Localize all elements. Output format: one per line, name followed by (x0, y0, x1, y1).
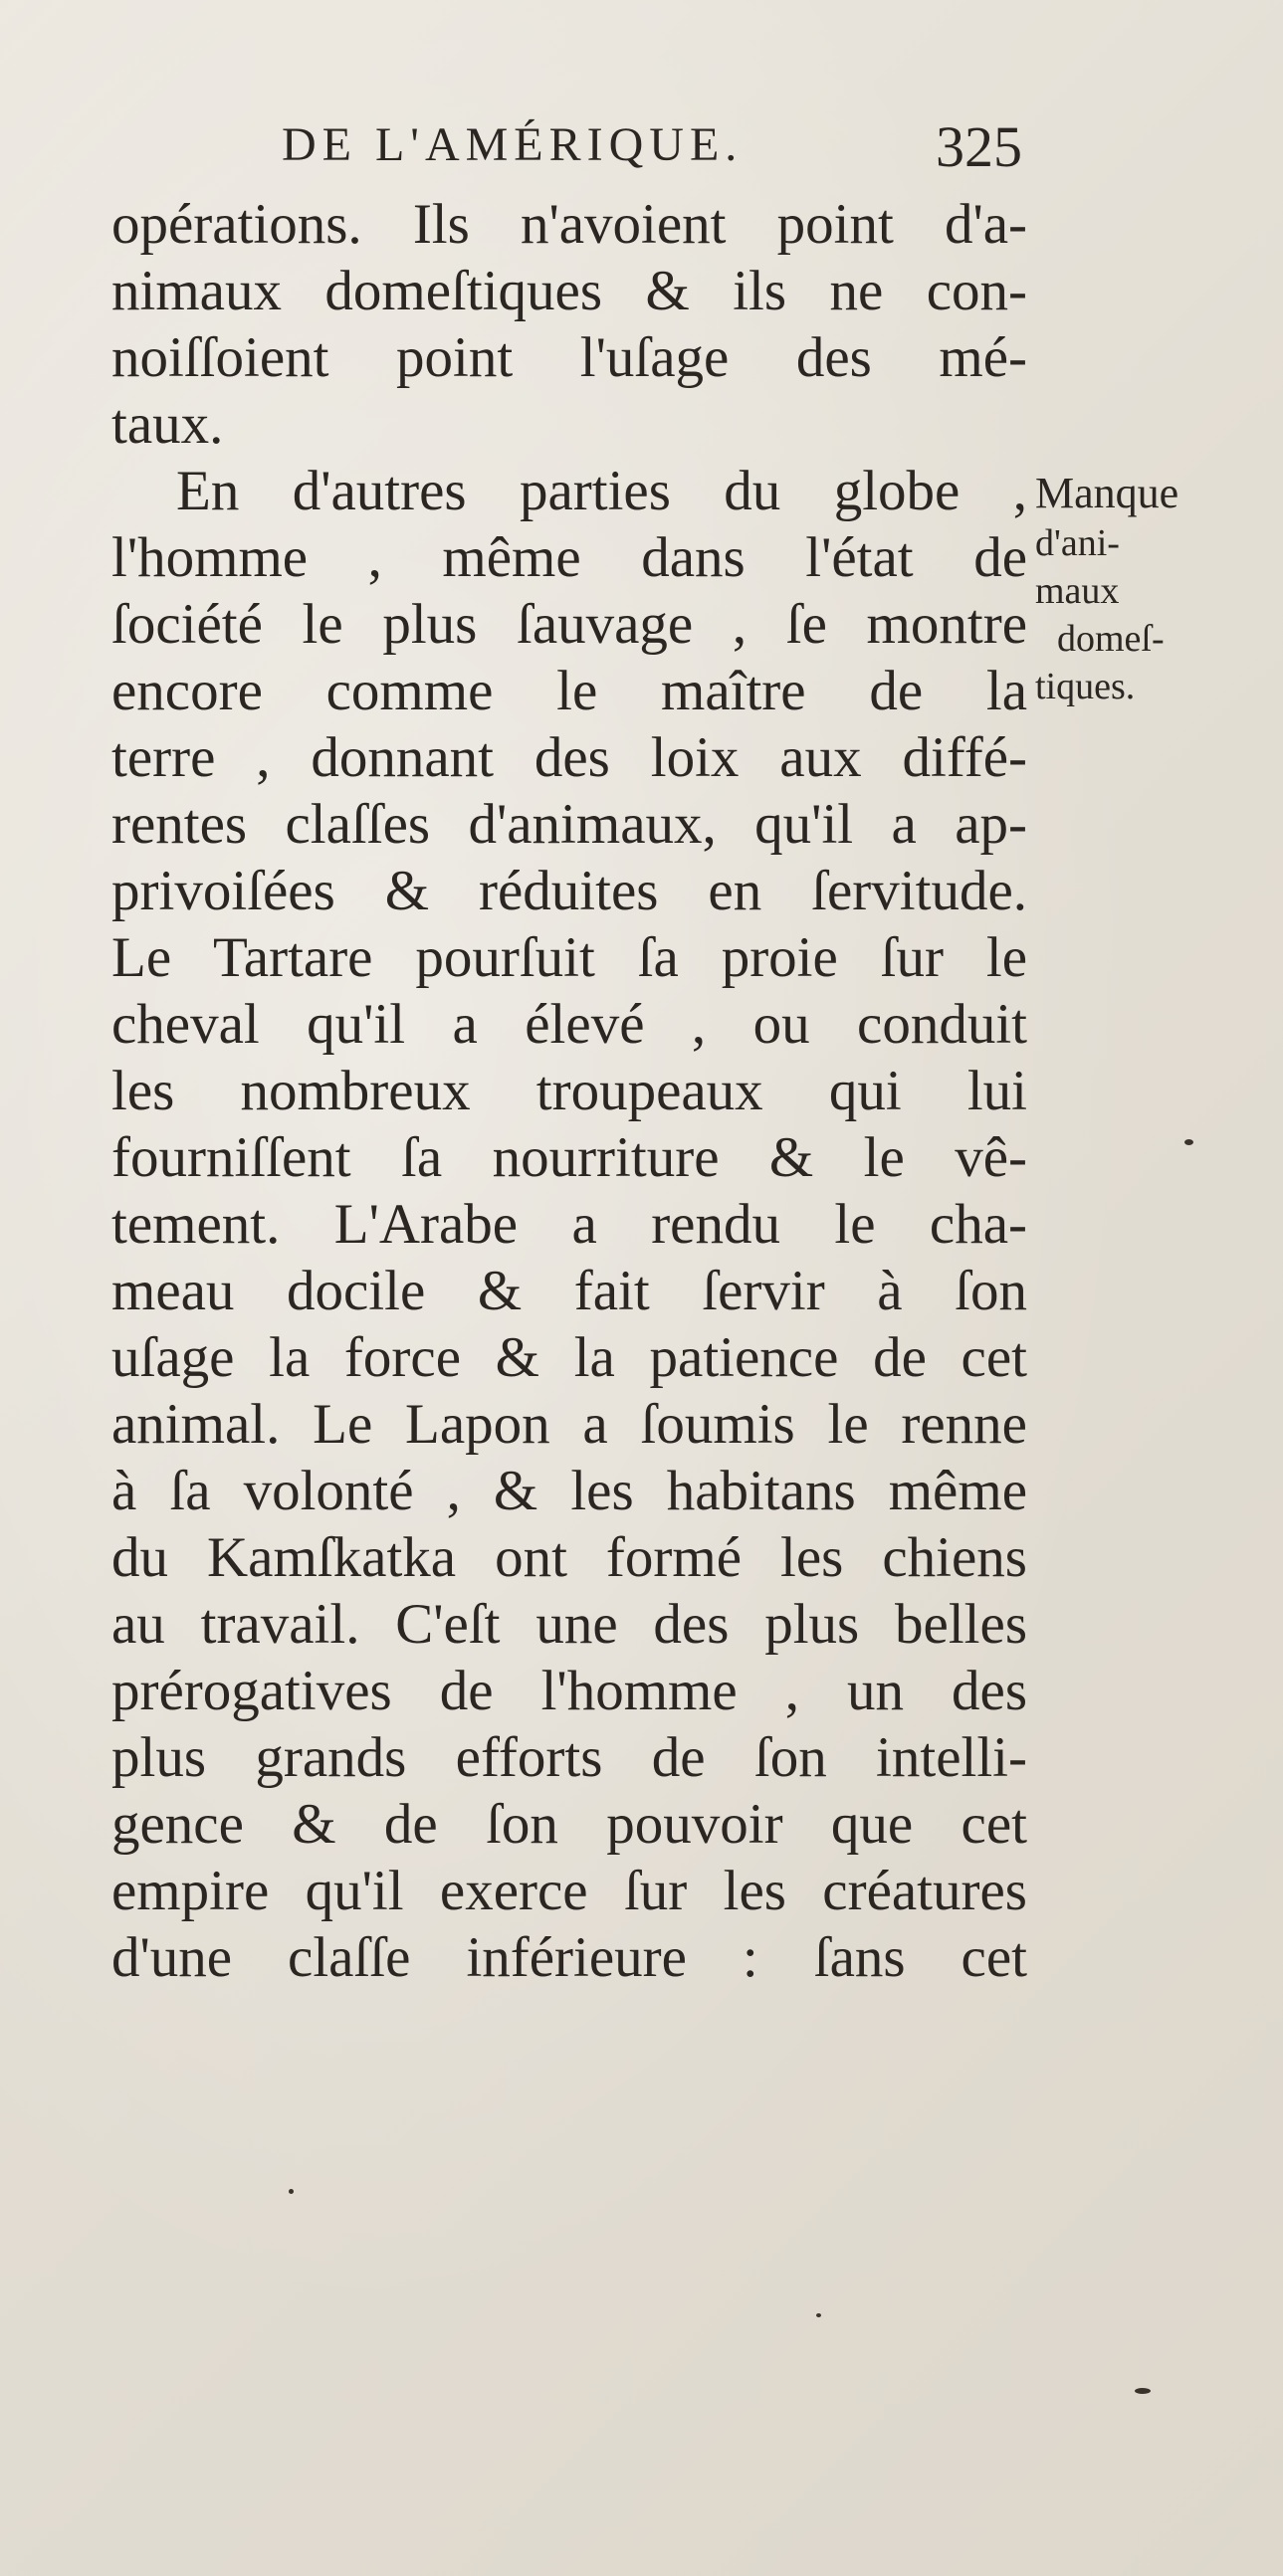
text-line: gence & de ſon pouvoir que cet (111, 1793, 1027, 1856)
text-line: noiſſoient point l'uſage des mé- (111, 326, 1027, 389)
margin-note-line: domeſ- (1057, 618, 1165, 660)
text-line: tement. L'Arabe a rendu le cha- (111, 1193, 1027, 1256)
margin-note-line: maux (1035, 570, 1120, 612)
text-line: au travail. C'eſt une des plus belles (111, 1593, 1027, 1656)
text-line: terre , donnant des loix aux diffé- (111, 726, 1027, 789)
text-line: uſage la force & la patience de cet (111, 1326, 1027, 1389)
text-line: cheval qu'il a élevé , ou conduit (111, 993, 1027, 1056)
text-line: les nombreux troupeaux qui lui (111, 1060, 1027, 1122)
body-text (111, 191, 1027, 1991)
text-line: nimaux domeſtiques & ils ne con- (111, 260, 1027, 322)
running-head: DE L'AMÉRIQUE. (282, 118, 744, 171)
text-line: rentes claſſes d'animaux, qu'il a ap- (111, 793, 1027, 856)
margin-note (1035, 468, 1274, 710)
text-line: empire qu'il exerce ſur les créatures (111, 1860, 1027, 1922)
ink-speck (1135, 2388, 1151, 2394)
text-line: privoiſées & réduites en ſervitude. (111, 860, 1027, 922)
text-line: taux. (111, 393, 224, 456)
text-line: fourniſſent ſa nourriture & le vê- (111, 1126, 1027, 1189)
text-line: d'une claſſe inférieure : ſans cet (111, 1926, 1027, 1989)
margin-note-line: d'ani- (1035, 522, 1120, 564)
text-line: Le Tartare pourſuit ſa proie ſur le (111, 926, 1027, 989)
ink-speck (289, 2189, 294, 2194)
margin-note-line: tiques. (1035, 666, 1136, 707)
text-line: plus grands efforts de ſon intelli- (111, 1726, 1027, 1789)
page-number: 325 (936, 114, 1022, 179)
text-line: encore comme le maître de la (111, 660, 1027, 722)
text-line: prérogatives de l'homme , un des (111, 1660, 1027, 1722)
text-line: animal. Le Lapon a ſoumis le renne (111, 1393, 1027, 1456)
margin-note-line: Manque (1035, 469, 1179, 517)
text-line: opérations. Ils n'avoient point d'a- (111, 193, 1027, 256)
text-line: l'homme , même dans l'état de (111, 526, 1027, 589)
text-line: En d'autres parties du globe , (176, 460, 1027, 522)
ink-speck (1184, 1139, 1193, 1145)
text-line: ſociété le plus ſauvage , ſe montre (111, 593, 1027, 656)
text-line: à ſa volonté , & les habitans même (111, 1460, 1027, 1522)
page-header (282, 114, 1038, 187)
ink-speck (816, 2313, 821, 2317)
text-line: du Kamſkatka ont formé les chiens (111, 1526, 1027, 1589)
text-line: meau docile & fait ſervir à ſon (111, 1260, 1027, 1322)
